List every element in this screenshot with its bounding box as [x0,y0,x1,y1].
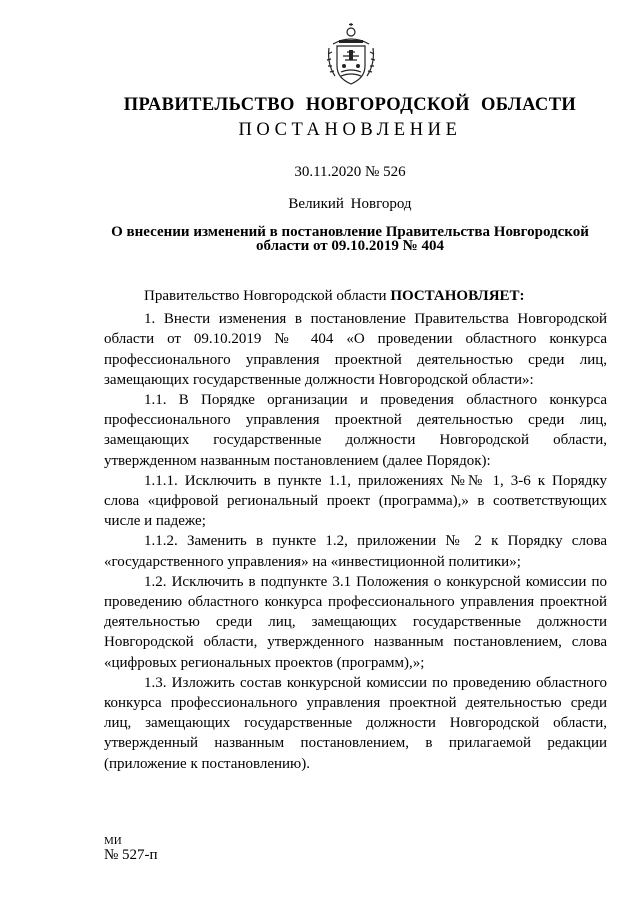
document-title-line-2: области от 09.10.2019 № 404 [256,237,444,254]
paragraph-1-2: 1.2. Исключить в подпункте 3.1 Положения о конкурсной комиссии по проведению областного конкурса профессионального управления проектной деятельностью среди лиц, замещающих государственные должности Новгородской области, утвержденного названным постановлением, слова «цифровых региональных проектов (программ),»; [104,573,607,671]
date-number: 30.11.2020 № 526 [294,164,406,180]
organization-title: ПРАВИТЕЛЬСТВО НОВГОРОДСКОЙ ОБЛАСТИ [123,95,577,115]
author-initials: МИ [104,835,122,847]
document-reference: № 527-п [104,847,158,863]
city-name: Великий Новгород [288,196,412,212]
document-title [100,226,600,253]
footer [104,835,158,863]
resolution-lead [104,286,607,306]
resolution-keyword: ПОСТАНОВЛЯЕТ: [390,288,525,304]
paragraph-1-1-2: 1.1.2. Заменить в пункте 1.2, приложении № 2 к Порядку слова «государственного управления» на «инвестиционной политики»; [104,533,607,570]
paragraph-1-1-1: 1.1.1. Исключить в пункте 1.1, приложениях №№ 1, 3-6 к Порядку слова «цифровой региональный проект (программа),» в соответствующих числе и падеже; [104,472,607,530]
paragraph-1-1: 1.1. В Порядке организации и проведения областного конкурса профессионального управления проектной деятельностью среди лиц, замещающих государственные должности Новгородской области, утвержденном названным постановлением (далее Порядок): [104,392,607,469]
document-body [104,286,607,774]
document-title-line-1: О внесении изменений в постановление Правительства Новгородской [111,224,589,240]
paragraph-1-3: 1.3. Изложить состав конкурсной комиссии по проведению областного конкурса профессионального управления проектной деятельностью среди лиц, замещающих государственные должности Новгородской области, утвержденный названным постановлением, в прилагаемой редакции (приложение к постановлению). [104,674,607,772]
novgorod-coat-of-arms-emblem [323,22,379,90]
document-type: ПОСТАНОВЛЕНИЕ [238,120,462,140]
paragraph-1: 1. Внести изменения в постановление Правительства Новгородской области от 09.10.2019 № 404 «О проведении областного конкурса профессионального управления проектной деятельностью среди лиц, замещающих государственные должности Новгородской области»: [104,311,607,388]
resolution-lead-text: Правительство Новгородской области [144,288,391,304]
